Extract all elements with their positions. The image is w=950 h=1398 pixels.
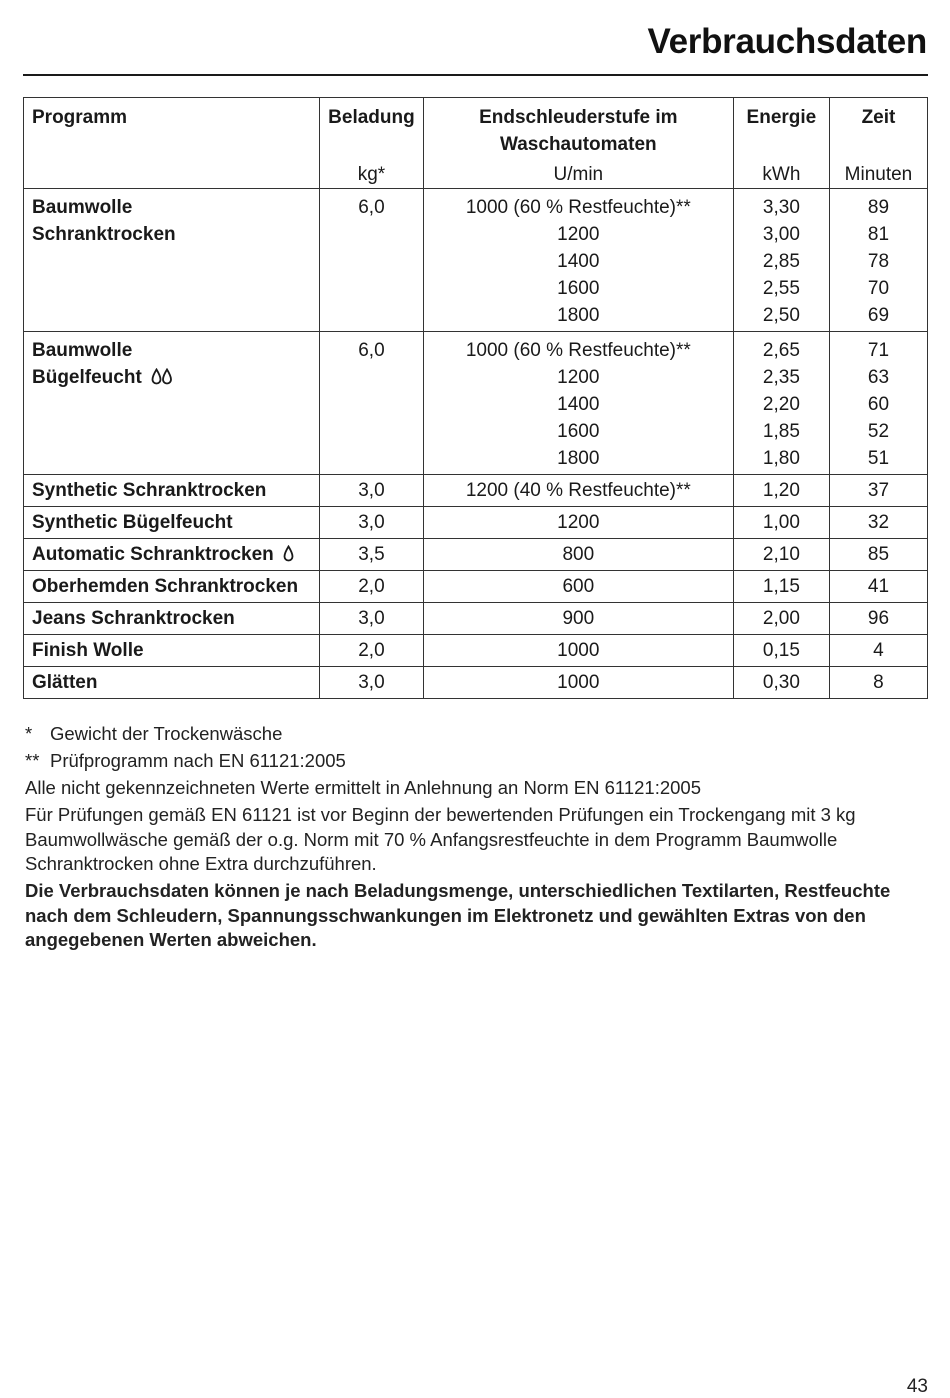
time-value: 41	[867, 576, 890, 597]
table-row	[24, 603, 928, 635]
spin-value: 1200 (40 % Restfeuchte)**	[465, 480, 691, 501]
time-value: 8	[873, 672, 884, 693]
page-title: Verbrauchsdaten	[647, 22, 927, 61]
unit-spin: U/min	[553, 164, 604, 185]
load-value: 3,0	[358, 480, 385, 501]
program-name: Jeans Schranktrocken	[32, 608, 235, 629]
table-row	[24, 475, 928, 507]
energy-cell: 2,65 2,35 2,20 1,85 1,80	[733, 332, 829, 475]
table-row	[24, 635, 928, 667]
single-drop-icon	[283, 542, 294, 573]
load-cell: 6,0	[320, 332, 424, 475]
header-spin: Endschleuderstufe im Waschautomaten U/min	[423, 98, 733, 189]
load-value: 3,5	[358, 544, 385, 565]
table-row	[24, 571, 928, 603]
load-value: 2,0	[358, 640, 385, 661]
consumption-table	[23, 97, 928, 699]
program-name: Synthetic Bügelfeucht	[32, 512, 233, 533]
page-number: 43	[906, 1376, 928, 1397]
program-name: Oberhemden Schranktrocken	[32, 576, 299, 597]
load-value: 3,0	[358, 512, 385, 533]
table-row	[24, 507, 928, 539]
table-row	[24, 539, 928, 571]
header-energy: Energie kWh	[733, 98, 829, 189]
time-cell: 71 63 60 52 51	[829, 332, 927, 475]
spin-value: 1000	[557, 640, 600, 661]
spin-value: 900	[562, 608, 595, 629]
time-value: 4	[873, 640, 884, 661]
spin-value: 800	[562, 544, 595, 565]
time-value: 85	[867, 544, 890, 565]
title-divider	[23, 74, 928, 76]
unit-time: Minuten	[844, 164, 913, 185]
energy-cell: 3,30 3,00 2,85 2,55 2,50	[733, 189, 829, 332]
header-load: Beladung kg*	[320, 98, 424, 189]
note-disclaimer: Die Verbrauchsdaten können je nach Beladungsmenge, unterschiedlichen Textilarten, Restfeuchte nach dem Schleudern, Spannungsschwankungen im Elektronetz und gewählten Extras von den angegebenen Werten abweichen.	[25, 880, 891, 950]
footnote-test-program: ** Prüfprogramm nach EN 61121:2005	[25, 750, 346, 771]
footnote-weight: * Gewicht der Trockenwäsche	[25, 723, 283, 744]
double-drop-icon	[151, 367, 173, 394]
table-row-group	[24, 332, 928, 475]
unit-energy: kWh	[762, 164, 801, 185]
table-row	[24, 667, 928, 699]
load-cell: 6,0	[320, 189, 424, 332]
energy-value: 0,30	[762, 672, 800, 693]
spin-value: 1200	[557, 512, 600, 533]
program-name: Synthetic Schranktrocken	[32, 480, 267, 501]
energy-value: 2,00	[762, 608, 800, 629]
time-cell: 89 81 78 70 69	[829, 189, 927, 332]
table-row-group	[24, 189, 928, 332]
header-time: Zeit Minuten	[829, 98, 927, 189]
spin-cell: 1000 (60 % Restfeuchte)** 1200 1400 1600 1800	[423, 332, 733, 475]
notes-section	[25, 722, 925, 955]
note-norm: Alle nicht gekennzeichneten Werte ermittelt in Anlehnung an Norm EN 61121:2005	[25, 777, 702, 798]
load-value: 3,0	[358, 672, 385, 693]
table-header-row	[24, 98, 928, 189]
energy-value: 1,15	[762, 576, 800, 597]
load-value: 2,0	[358, 576, 385, 597]
spin-value: 1000	[557, 672, 600, 693]
energy-value: 1,20	[762, 480, 800, 501]
energy-value: 1,00	[762, 512, 800, 533]
program-name: Automatic Schranktrocken	[32, 544, 274, 565]
time-value: 37	[867, 480, 890, 501]
spin-cell: 1000 (60 % Restfeuchte)** 1200 1400 1600 1800	[423, 189, 733, 332]
program-cell: Baumwolle Bügelfeucht	[24, 332, 320, 475]
energy-value: 2,10	[762, 544, 800, 565]
time-value: 96	[867, 608, 890, 629]
program-name: Glätten	[32, 672, 98, 693]
time-value: 32	[867, 512, 890, 533]
header-program: Programm	[24, 98, 320, 189]
load-value: 3,0	[358, 608, 385, 629]
program-name: Finish Wolle	[32, 640, 144, 661]
program-cell: Baumwolle Schranktrocken	[24, 189, 320, 332]
spin-value: 600	[562, 576, 595, 597]
note-test-procedure: Für Prüfungen gemäß EN 61121 ist vor Beginn der bewertenden Prüfungen ein Trockengang mit 3 kg Baumwollwäsche gemäß der o.g. Norm mit 70 % Anfangsrestfeuchte in dem Programm Baumwolle Schranktrocken ohne Extra durchzuführen.	[25, 804, 856, 874]
energy-value: 0,15	[762, 640, 800, 661]
unit-load: kg*	[357, 164, 386, 185]
